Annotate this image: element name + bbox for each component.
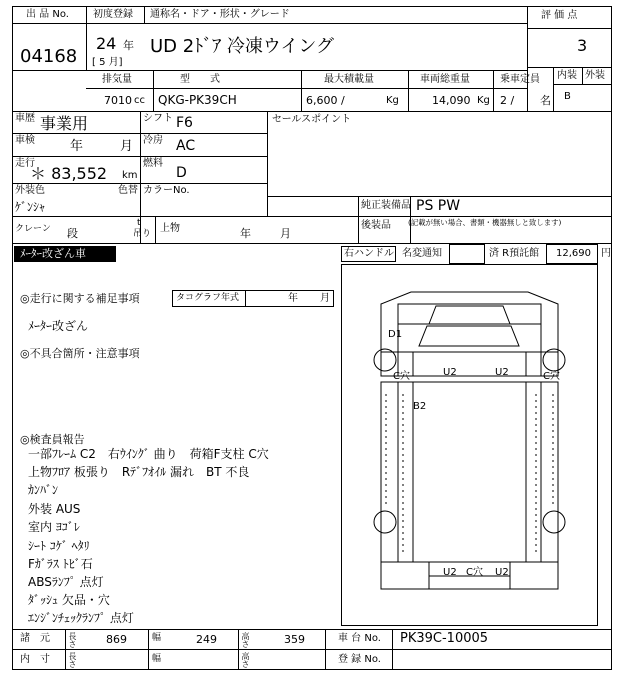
model-label: 型 式 (180, 74, 220, 85)
name-change-box (449, 244, 485, 264)
genuine-equipment-label: 純正装備品 (361, 200, 411, 211)
recycle-amount: 12,690 (556, 248, 591, 259)
damage-u2-right: U2 (495, 367, 509, 378)
capacity-unit: 名 (540, 94, 551, 107)
vehicle-title-label: 通称名・ドア・形状・グレード (150, 9, 290, 20)
report-line: 室内 ﾖｺﾞﾚ (28, 520, 80, 534)
color-change-label: 色替 (118, 185, 138, 196)
capacity-value: 2 / (500, 94, 515, 107)
first-registration-label: 初度登録 (93, 9, 133, 20)
crane-ton: t (137, 218, 141, 228)
displacement-label: 排気量 (102, 74, 132, 85)
report-line: ｴﾝｼﾞﾝﾁｪｯｸﾗﾝﾌﾟ 点灯 (28, 611, 134, 625)
damage-rear-u2-right: U2 (495, 567, 509, 578)
chassis-number-label: 車 台 No. (338, 633, 381, 644)
color-number-label: カラーNo. (143, 185, 190, 196)
length-label: 長さ (68, 632, 77, 648)
damage-c-left: C穴 (393, 371, 410, 382)
lot-label: 出 品 No. (26, 9, 69, 20)
width-label: 幅 (152, 633, 162, 643)
body-label: 上物 (160, 223, 180, 234)
registration-year-unit: 年 (123, 39, 134, 52)
recycle-yen: 円 (601, 248, 611, 259)
history-value: 事業用 (40, 114, 89, 133)
report-line: ｼｰﾄ ｺｹﾞ ﾍﾀﾘ (28, 539, 90, 553)
damage-rear-c: C穴 (466, 567, 483, 578)
inner-height-label: 高さ (241, 652, 250, 668)
aircon-label: 冷房 (143, 135, 163, 146)
interior-grade: B (564, 91, 571, 102)
inspection-year-unit: 年 (70, 139, 84, 154)
specs-label: 諸 元 (20, 633, 50, 644)
report-line: 外装 AUS (28, 502, 81, 516)
history-label: 車歴 (15, 113, 35, 124)
vehicle-name: UD 2ﾄﾞｱ 冷凍ウイング (150, 36, 335, 57)
name-change-label: 名変通知 (402, 248, 442, 259)
damage-d1: D1 (388, 329, 403, 340)
registration-number-label: 登 録 No. (338, 654, 381, 665)
tachograph-label: タコグラフ年式 (176, 293, 240, 303)
running-notes-label: ◎走行に関する補足事項 (20, 292, 140, 305)
body-month-unit: 月 (280, 227, 291, 240)
damage-b2: B2 (413, 401, 427, 412)
fuel-value: D (176, 165, 187, 181)
crane-stage: 段 (67, 227, 78, 240)
crane-label: クレーン (15, 224, 51, 234)
sales-point-label: セールスポイント (272, 114, 352, 125)
report-line: ｶﾝﾊﾞﾝ (28, 483, 59, 497)
damage-u2-left: U2 (443, 367, 457, 378)
lot-number: 04168 (20, 46, 78, 67)
chassis-number: PK39C-10005 (400, 631, 489, 646)
height-value: 359 (284, 633, 305, 646)
crane-lift: 吊り (133, 229, 152, 239)
grade-value: 3 (577, 36, 588, 55)
recycle-label: 済 R預託館 (489, 248, 540, 259)
inspection-label: 車検 (15, 135, 35, 146)
inspection-month-unit: 月 (120, 139, 134, 154)
report-line: Fｶﾞﾗｽ ﾄﾋﾞ石 (28, 557, 93, 571)
color-value: ｹﾞﾝｼｬ (15, 200, 46, 214)
right-handle: 右ハンドル (344, 248, 394, 259)
max-load-unit: Kg (386, 95, 399, 106)
inner-dimensions-label: 内 寸 (20, 654, 50, 665)
aircon-value: AC (176, 138, 196, 154)
damage-c-right: C穴 (543, 371, 560, 382)
report-line: 一部ﾌﾚｰﾑ C2 右ｳｲﾝｸﾞ 曲り 荷箱F支柱 C穴 (28, 447, 269, 461)
inner-width-label: 幅 (152, 654, 162, 664)
grade-label: 評 価 点 (541, 10, 578, 21)
registration-year: 24 (96, 34, 117, 53)
gross-weight-unit: Kg (477, 95, 490, 106)
inspector-report-label: ◎検査員報告 (20, 433, 85, 446)
height-label: 高さ (241, 632, 250, 648)
report-line: 上物ﾌﾛｱ 板張り Rﾃﾞﾌｵｲﾙ 漏れ BT 不良 (28, 465, 250, 479)
aftermarket-note: (記載が無い場合、書類・機器無しと致します) (408, 219, 562, 228)
meter-tampered-tag: ﾒｰﾀｰ改ざん車 (14, 246, 116, 262)
displacement-unit: cc (134, 95, 145, 106)
length-value: 869 (106, 633, 127, 646)
gross-weight-label: 車両総重量 (420, 74, 470, 85)
gross-weight-value: 14,090 (432, 94, 471, 107)
report-line: ﾀﾞｯｼｭ 欠品・穴 (28, 593, 110, 607)
tachograph-year-unit: 年 (288, 293, 298, 304)
interior-label: 内装 (557, 70, 577, 81)
registration-month: [ 5 月] (92, 57, 123, 68)
mileage-label: 走行 (15, 158, 35, 169)
shift-label: シフト (143, 113, 173, 124)
capacity-label: 乗車定員 (500, 74, 540, 85)
displacement-value: 7010 (104, 94, 132, 107)
genuine-equipment-value: PS PW (416, 198, 461, 214)
fuel-label: 燃料 (143, 158, 163, 169)
running-note: ﾒｰﾀｰ改ざん (28, 319, 89, 333)
mileage-unit: km (122, 170, 138, 181)
tachograph-month-unit: 月 (320, 293, 330, 304)
shift-value: F6 (176, 115, 193, 131)
width-value: 249 (196, 633, 217, 646)
report-line: ABSﾗﾝﾌﾟ 点灯 (28, 575, 104, 589)
damage-rear-u2-left: U2 (443, 567, 457, 578)
model-value: QKG-PK39CH (158, 93, 237, 107)
aftermarket-label: 後装品 (361, 220, 391, 231)
mileage-value: ＊ 83,552 (30, 164, 108, 183)
inner-length-label: 長さ (68, 652, 77, 668)
max-load-label: 最大積載量 (324, 74, 374, 85)
defects-label: ◎不具合箇所・注意事項 (20, 347, 140, 360)
exterior-label: 外装 (585, 70, 605, 81)
color-label: 外装色 (15, 185, 45, 196)
body-year-unit: 年 (240, 227, 251, 240)
max-load-value: 6,600 / (306, 94, 345, 107)
